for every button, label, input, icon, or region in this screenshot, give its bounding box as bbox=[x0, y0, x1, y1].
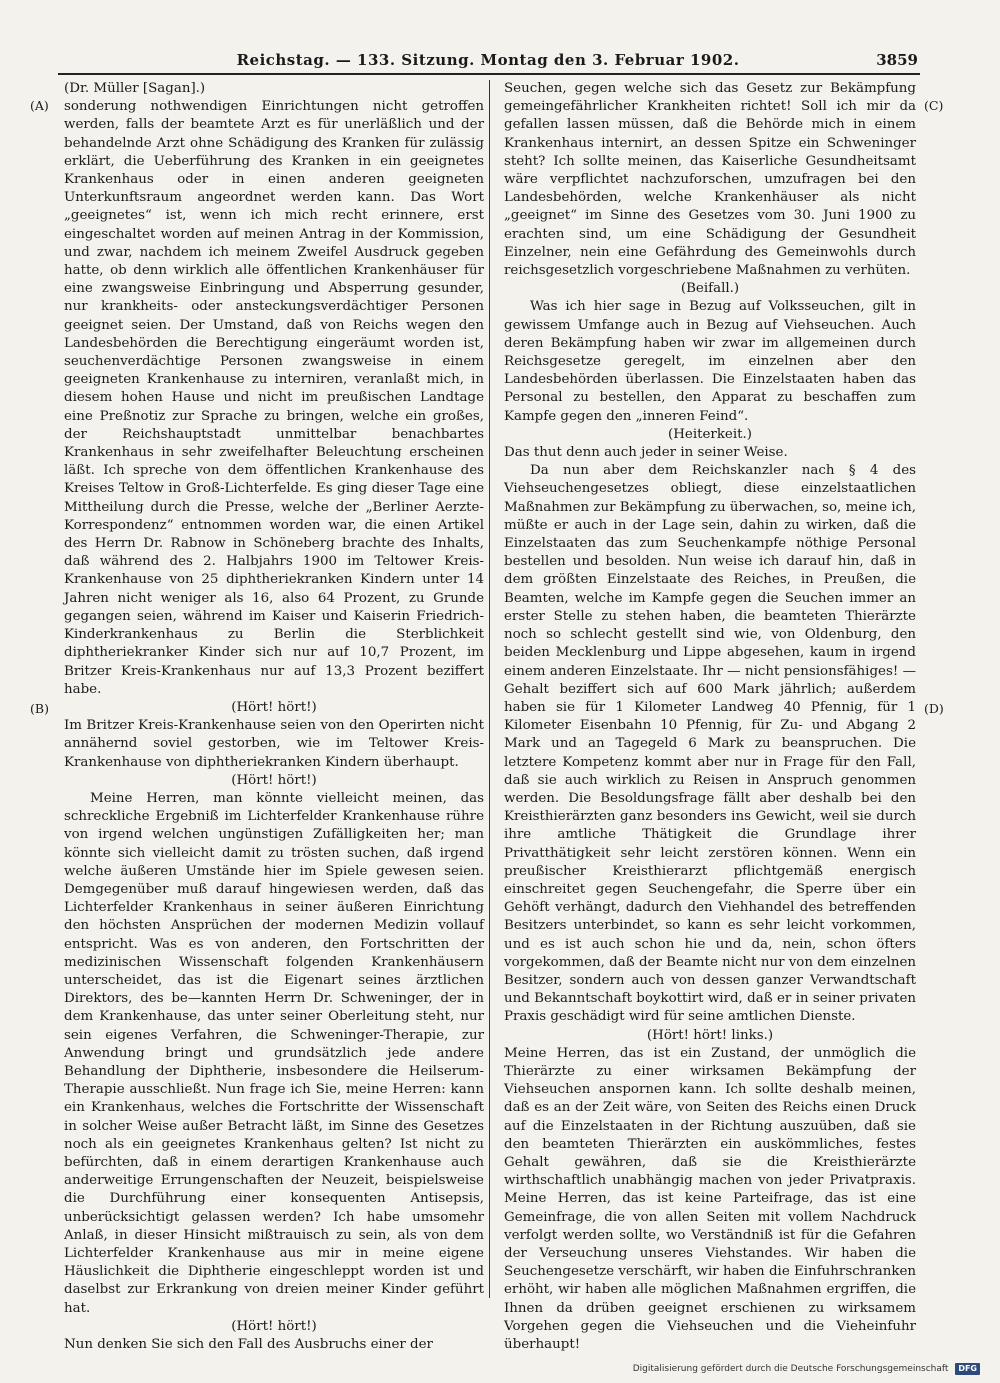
paragraph: Da nun aber dem Reichskanzler nach § 4 des Viehseuchengesetzes obliegt, diese einzelstaatlichen Maßnahmen zur Bekämpfung zu überwachen, so, meine ich, müßte er auch in der Lage sein, dahin zu wirken, daß die Einzelstaaten das zum Seuchenkampfe nöthige Personal bestellen und besolden. Nun weise ich darauf hin, daß in dem größten Einzelstaate des Reiches, in Preußen, die Beamten, welche im Kampfe gegen die Seuchen immer an erster Stelle zu stehen haben, die beamteten Thierärzte noch so schlecht gestellt sind wie, von Oldenburg, den beiden Mecklenburg und Lippe abgesehen, kaum in irgend einem anderen Einzelstaate. Ihr — nicht pensionsfähiges! — Gehalt beziffert sich auf 600 Mark jährlich; außerdem haben sie für 1 Kilometer Landweg 40 Pfennig, für 1 Kilometer Eisenbahn 10 Pfennig, für Zu- und Abgang 2 Mark und an Tagegeld 6 Mark zu beanspruchen. Die letztere Kompetenz kommt aber nur in Frage für den Fall, daß sie auch wirklich zu Reisen in Anspruch genommen werden. Die Besoldungsfrage fällt aber deshalb bei den Kreisthierärzten ganz besonders ins Gewicht, weil sie durch ihre amtliche Thätigkeit die Grundlage ihrer Privatthätigkeit sehr leicht zerstören können. Wenn ein preußischer Kreisthierarzt pflichtgemäß energisch einschreitet gegen Seuchengefahr, die Sperre über ein Gehöft verhängt, dadurch den Viehhandel des betreffenden Besitzers unterbindet, so kann es sehr leicht vorkommen, und es ist auch schon hie und da, nein, schon öfters vorgekommen, daß der Beamte nicht nur von dem einzelnen Besitzer, sondern auch von dessen ganzer Verwandtschaft und Bekanntschaft boykottirt wird, daß er in seiner privaten Praxis geschädigt wird für seine amtlichen Dienste. bbox=[504, 463, 916, 1025]
paragraph: Das thut denn auch jeder in seiner Weise. bbox=[504, 445, 788, 461]
running-head: Reichstag. — 133. Sitzung. Montag den 3. Februar 1902. bbox=[236, 51, 740, 69]
interjection: (Hört! hört!) bbox=[231, 1318, 317, 1334]
footer-credit bbox=[633, 1361, 980, 1377]
paragraph: Im Britzer Kreis-Krankenhause seien von den Operirten nicht annähernd soviel gestorben, wie im Teltower Kreis-Krankenhause von diphtheriekranken Kindern überhaupt. bbox=[64, 718, 484, 770]
paragraph: Meine Herren, das ist ein Zustand, der unmöglich die Thierärzte zu einer wirksamen Bekämpfung der Viehseuchen anspornen kann. Ich sollte deshalb meinen, daß es an der Zeit wäre, von Seiten des Reichs einen Druck auf die Einzelstaaten in der Richtung auszuüben, daß sie den beamteten Thierärzten ein auskömmliches, festes Gehalt gewähren, daß sie die Kreisthierärzte wirthschaftlich unabhängig machen von jeder Privatpraxis. Meine Herren, das ist keine Parteifrage, das ist eine Gemeinfrage, die von allen Seiten mit vollem Nachdruck verfolgt werden sollte, wo Verständniß ist für die Gefahren der Verseuchung unseres Viehstandes. Wir haben die Seuchengesetze verschärft, wir haben die Einfuhrschranken erhöht, wir haben alle möglichen Maßnahmen ergriffen, die Ihnen da drüben geeignet erschienen zu wirksamem Vorgehen gegen die Viehseuchen und die Vieheinfuhr überhaupt! bbox=[504, 1045, 916, 1353]
interjection: (Hört! hört!) bbox=[231, 772, 317, 788]
paragraph: Seuchen, gegen welche sich das Gesetz zur Bekämpfung gemeingefährlicher Krankheiten richtet! Soll ich mir da gefallen lassen müssen, daß die Behörde mich in einem Krankenhaus internirt, an dessen Spitze ein Schweninger steht? Ich sollte meinen, das Kaiserliche Gesundheitsamt wäre verpflichtet nachzuforschen, umzufragen bei den Landesbehörden, welche Krankenhäuser als nicht „geeignet“ im Sinne des Gesetzes vom 30. Juni 1900 zu erachten sind, um eine Schädigung der Gesundheit Einzelner, nein eine Gefährdung des Gemeinwohls durch reichsgesetzlich vorgeschriebene Maßnahmen zu verhüten. bbox=[504, 81, 916, 279]
interjection: (Heiterkeit.) bbox=[668, 426, 752, 442]
margin-mark-a: (A) bbox=[30, 98, 49, 113]
interjection: (Hört! hört!) bbox=[231, 699, 317, 715]
interjection: (Hört! hört! links.) bbox=[646, 1027, 774, 1043]
column-divider bbox=[489, 80, 490, 1298]
dfg-logo-icon: DFG bbox=[955, 1363, 980, 1375]
paragraph: Was ich hier sage in Bezug auf Volksseuchen, gilt in gewissem Umfange auch in Bezug auf Viehseuchen. Auch deren Bekämpfung haben wir zwar im allgemeinen durch Reichsgesetze geregelt, im einzelnen aber den Landesbehörden überlassen. Die Einzelstaaten haben das Personal zu bestellen, den Apparat zu beschaffen zum Kampfe gegen den „inneren Feind“. bbox=[504, 299, 916, 424]
paragraph: sonderung nothwendigen Einrichtungen nicht getroffen werden, falls der beamtete Arzt es für unerläßlich und der behandelnde Arzt ohne Schädigung des Kranken für zulässig erklärt, die Ueberführung des Kranken in ein geeignetes Krankenhaus oder in einen anderen geeigneten Unterkunftsraum angeordnet werden kann. Das Wort „geeignetes“ ist, wenn ich mich recht erinnere, erst eingeschaltet worden auf meinen Antrag in der Kommission, und zwar, nachdem ich meinem Zweifel Ausdruck gegeben hatte, ob denn wirklich alle öffentlichen Krankenhäuser für eine zwangsweise Einbringung und Absperrung gesunder, nur krankheits- oder ansteckungsverdächtiger Personen geeignet seien. Der Umstand, daß von Reichs wegen den Landesbehörden die Berechtigung eingeräumt worden ist, seuchenverdächtige Personen zwangsweise in einem geeigneten Krankenhause zu interniren, veranlaßt mich, in diesem hohen Hause und nicht im preußischen Landtage eine Preßnotiz zur Sprache zu bringen, welche ein großes, der Reichshauptstadt unmittelbar benachbartes Krankenhaus in sehr zweifelhafter Beleuchtung erscheinen läßt. Ich spreche von dem öffentlichen Krankenhause des Kreises Teltow in Groß-Lichterfelde. Es ging dieser Tage eine Mittheilung durch die Presse, welche der „Berliner Aerzte-Korrespondenz“ entnommen worden war, die einen Artikel des Herrn Dr. Rabnow in Schöneberg brachte des Inhalts, daß während des 2. Halbjahrs 1900 im Teltower Kreis-Krankenhause von 25 diphtheriekranken Kindern unter 14 Jahren nicht weniger als 16, also 64 Prozent, zu Grunde gegangen seien, während im Kaiser und Kaiserin Friedrich-Kinderkrankenhaus zu Berlin die Sterblichkeit diphtheriekranker Kinder sich nur auf 10,7 Prozent, im Britzer Kreis-Krankenhaus nur auf 13,3 Prozent beziffert habe. bbox=[64, 99, 484, 697]
interjection: (Beifall.) bbox=[680, 281, 740, 297]
page-header bbox=[58, 50, 918, 70]
speaker-attribution: (Dr. Müller [Sagan].) bbox=[64, 81, 206, 96]
paragraph: Meine Herren, man könnte vielleicht meinen, das schreckliche Ergebniß im Lichterfelder Krankenhause rühre von irgend welchen ungünstigen Zufälligkeiten her; man könnte sich vielleicht damit zu trösten suchen, daß irgend welche äußeren Umstände hier im Spiele gewesen seien. Demgegenüber muß darauf hingewiesen werden, daß das Lichterfelder Krankenhaus in seiner äußeren Einrichtung den höchsten Ansprüchen der modernen Medizin vollauf entspricht. Was es von anderen, den Fortschritten der medizinischen Wissenschaft folgenden Krankenhäusern unterscheidet, das ist die Eigenart seines ärztlichen Direktors, des be—kannten Herrn Dr. Schweninger, der in dem Krankenhause, das unter seiner Oberleitung steht, nur sein eigenes Verfahren, die Schweninger-Therapie, zur Anwendung bringt und grundsätzlich jede andere Behandlung der Diphtherie, insbesondere die Heilserum-Therapie ausschließt. Nun frage ich Sie, meine Herren: kann ein Krankenhaus, welches die Fortschritte der Wissenschaft in solcher Weise außer Betracht läßt, im Sinne des Gesetzes noch als ein geeignetes Krankenhaus gelten? Ist nicht zu befürchten, daß in einem derartigen Krankenhause auch anderweitige Errungenschaften der Neuzeit, beispielsweise die Durchführung einer konsequenten Antisepsis, unberücksichtigt gelassen werden? Ich habe umsomehr Anlaß, in dieser Hinsicht mißtrauisch zu sein, als von dem Lichterfelder Krankenhause aus mir in meine eigene Häuslichkeit die Diphtherie eingeschleppt worden ist und daselbst zur Erkrankung von dreien meiner Kinder geführt hat. bbox=[64, 790, 484, 1316]
left-column bbox=[64, 80, 484, 1353]
paragraph: Nun denken Sie sich den Fall des Ausbruchs einer der bbox=[64, 1337, 433, 1353]
page-number: 3859 bbox=[876, 51, 918, 69]
footer-text: Digitalisierung gefördert durch die Deutsche Forschungsgemeinschaft bbox=[632, 1364, 949, 1374]
header-rule bbox=[58, 73, 920, 75]
margin-mark-c: (C) bbox=[924, 98, 944, 113]
margin-mark-b: (B) bbox=[30, 701, 49, 716]
margin-mark-d: (D) bbox=[924, 701, 944, 716]
right-column bbox=[504, 80, 916, 1353]
